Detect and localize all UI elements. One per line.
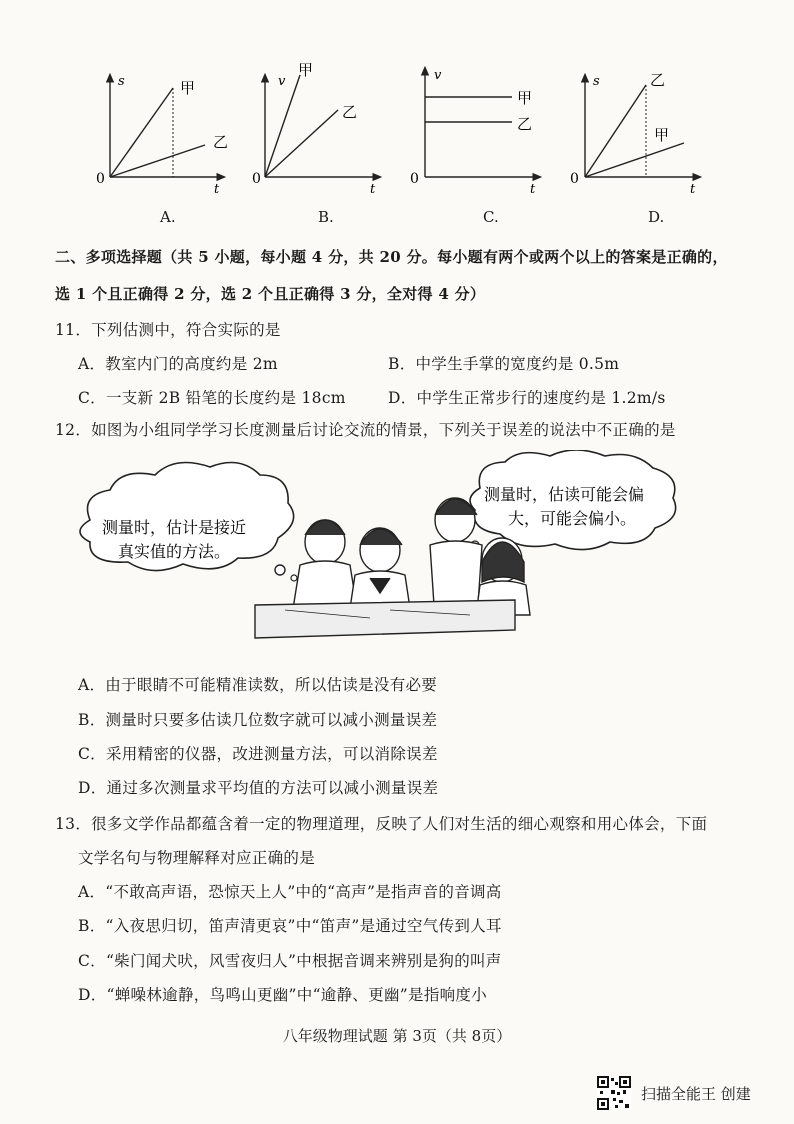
discussion-illustration xyxy=(70,450,710,650)
graph-b xyxy=(252,61,378,197)
graph-a-origin: 0 xyxy=(96,171,105,187)
q12-option-a: A．由于眼睛不可能精准读数，所以估读是没有必要 xyxy=(78,676,438,694)
graph-c xyxy=(410,68,538,197)
graph-b-option: B. xyxy=(318,208,334,226)
q13-option-a: A．“不敢高声语，恐惊天上人”中的“高声”是指声音的音调高 xyxy=(78,883,502,901)
q12-option-c: C．采用精密的仪器，改进测量方法，可以消除误差 xyxy=(78,745,438,763)
q11-option-b: B．中学生手掌的宽度约是 0.5m xyxy=(388,355,620,373)
q12-option-b: B．测量时只要多估读几位数字就可以减小测量误差 xyxy=(78,711,438,729)
q13-option-c: C．“柴门闻犬吠，风雪夜归人”中根据音调来辨别是狗的叫声 xyxy=(78,952,502,970)
page-footer: 八年级物理试题 第 3页（共 8页） xyxy=(282,1027,512,1045)
q13-stem-line1: 13．很多文学作品都蕴含着一定的物理道理，反映了人们对生活的细心观察和用心体会，下面 xyxy=(55,815,708,833)
graph-d-option: D. xyxy=(648,208,665,226)
bubble-right-line2: 大，可能会偏小。 xyxy=(508,509,637,528)
q12-option-d: D．通过多次测量求平均值的方法可以减小测量误差 xyxy=(78,779,439,797)
graph-c-origin: 0 xyxy=(410,171,419,187)
graph-b-line2: 乙 xyxy=(342,103,358,121)
bubble-left-line1: 测量时，估计是接近 xyxy=(102,518,247,537)
motion-graphs xyxy=(0,55,794,235)
q11-option-a: A．教室内门的高度约是 2m xyxy=(78,355,278,373)
graph-c-option: C. xyxy=(483,208,499,226)
q11-option-d: D．中学生正常步行的速度约是 1.2m/s xyxy=(388,389,666,407)
graph-c-yaxis: v xyxy=(434,68,442,83)
q11-option-c: C．一支新 2B 铅笔的长度约是 18cm xyxy=(78,389,346,407)
graph-c-xaxis: t xyxy=(530,182,536,197)
graph-c-line2: 乙 xyxy=(517,115,533,133)
bubble-left-line2: 真实值的方法。 xyxy=(118,542,231,561)
graph-a-yaxis: s xyxy=(118,74,125,89)
graph-d-line1: 乙 xyxy=(650,71,666,89)
section2-line2: 选 1 个且正确得 2 分，选 2 个且正确得 3 分，全对得 4 分） xyxy=(55,285,486,303)
graph-a xyxy=(96,74,228,197)
q13-option-b: B．“入夜思归切，笛声清更哀”中“笛声”是通过空气传到人耳 xyxy=(78,917,502,935)
graph-d xyxy=(570,71,698,197)
graph-b-line1: 甲 xyxy=(298,61,314,79)
graph-b-xaxis: t xyxy=(370,182,376,197)
graph-a-option: A. xyxy=(160,208,176,226)
graph-c-line1: 甲 xyxy=(517,89,533,107)
graph-d-xaxis: t xyxy=(690,182,696,197)
graph-d-line2: 甲 xyxy=(654,126,670,144)
q13-stem-line2: 文学名句与物理解释对应正确的是 xyxy=(78,849,316,867)
q13-option-d: D．“蝉噪林逾静，鸟鸣山更幽”中“逾静、更幽”是指响度小 xyxy=(78,986,488,1004)
graph-b-origin: 0 xyxy=(252,171,261,187)
graph-b-yaxis: v xyxy=(278,74,286,89)
graph-a-line1: 甲 xyxy=(180,79,196,97)
scanner-watermark: 扫描全能王 创建 xyxy=(641,1085,751,1103)
q12-stem: 12．如图为小组同学学习长度测量后讨论交流的情景，下列关于误差的说法中不正确的是 xyxy=(55,421,676,439)
graph-d-yaxis: s xyxy=(593,74,600,89)
q11-stem: 11．下列估测中，符合实际的是 xyxy=(55,321,281,339)
bubble-right-line1: 测量时，估读可能会偏 xyxy=(484,485,645,504)
qr-code-icon xyxy=(597,1076,631,1110)
graph-d-origin: 0 xyxy=(570,171,579,187)
graph-a-xaxis: t xyxy=(214,182,220,197)
graph-a-line2: 乙 xyxy=(213,133,229,151)
section2-line1: 二、多项选择题（共 5 小题，每小题 4 分，共 20 分。每小题有两个或两个以上的答案是正确的， xyxy=(55,248,728,266)
